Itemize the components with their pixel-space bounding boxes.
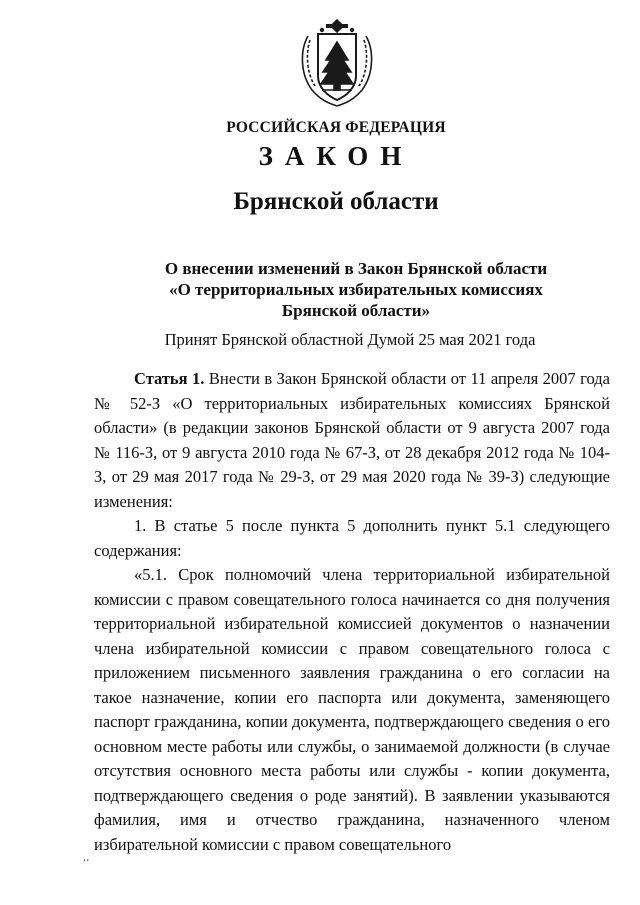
document-body	[94, 367, 610, 857]
article-intro-text: Внести в Закон Брянской области от 11 апреля 2007 года № 52-З «О территориальных избирательных комиссиях Брянской области» (в редакции законов Брянской области от 9 августа 2007 года № 116-З, от 9 августа 2010 года № 67-З, от 28 декабря 2012 года № 104-З, от 29 мая 2017 года № 29-З, от 29 мая 2020 года № 39-З) следующие изменения:	[94, 369, 610, 511]
article-label: Статья 1.	[134, 369, 205, 388]
region-heading: Брянской области	[233, 188, 439, 215]
law-title-line-3: Брянской области»	[281, 301, 431, 320]
law-title	[0, 258, 640, 321]
country-heading: РОССИЙСКАЯ ФЕДЕРАЦИЯ	[226, 119, 446, 136]
item-1-paragraph: 1. В статье 5 после пункта 5 дополнить пункт 5.1 следующего содержания:	[94, 516, 610, 560]
law-title-line-2: «О территориальных избирательных комиссиях	[169, 280, 543, 299]
article-1-paragraph	[94, 367, 610, 514]
law-title-line-1: О внесении изменений в Закон Брянской области	[164, 259, 548, 278]
scan-mark: ‘’	[83, 858, 90, 869]
coat-of-arms-icon	[296, 16, 378, 108]
acceptance-line: Принят Брянской областной Думой 25 мая 2021 года	[164, 330, 536, 349]
quoted-amendment-paragraph: «5.1. Срок полномочий члена территориальной избирательной комиссии с правом совещательного голоса начинается со дня получения территориальной избирательной комиссией документов о назначении члена избирательной комиссии с правом совещательного голоса с приложением письменного заявления гражданина о его согласии на такое назначение, копии его паспорта или документа, заменяющего паспорт гражданина, копии документа, подтверждающего сведения о его основном месте работы или службы, о занимаемой должности (в случае отсутствия основного места работы или службы - копии документа, подтверждающего сведения о роде занятий). В заявлении указываются фамилия, имя и отчество гражданина, назначенного членом избирательной комиссии с правом совещательного	[94, 565, 610, 854]
document-type-heading: ЗАКОН	[258, 141, 414, 171]
